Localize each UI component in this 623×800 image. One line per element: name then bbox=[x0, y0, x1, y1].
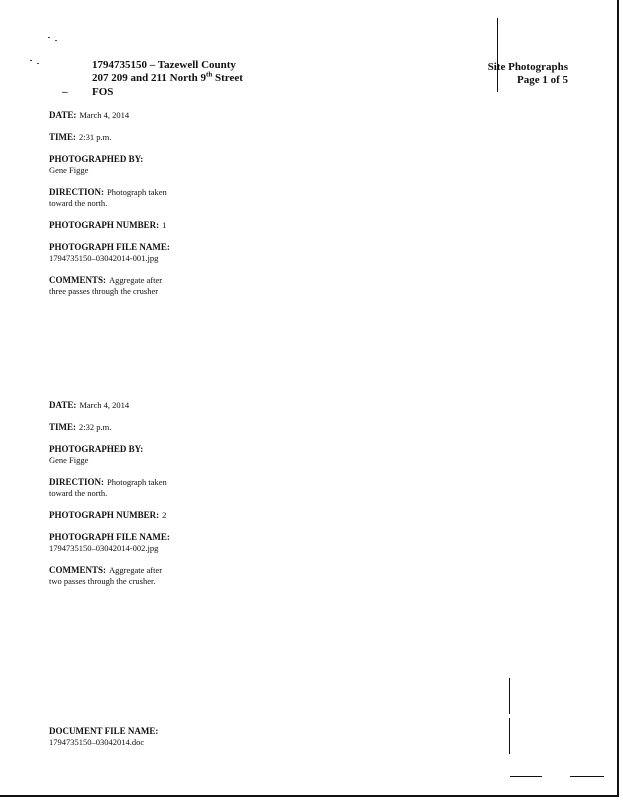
direction-value-line2: toward the north. bbox=[49, 198, 108, 208]
file-name-label: PHOTOGRAPH FILE NAME: bbox=[49, 242, 170, 252]
comments-value-line2: two passes through the crusher. bbox=[49, 576, 156, 586]
document-file-label: DOCUMENT FILE NAME: bbox=[49, 726, 159, 736]
fos-dash: – bbox=[62, 86, 68, 98]
direction-field bbox=[49, 187, 269, 209]
direction-label: DIRECTION: bbox=[49, 477, 105, 487]
time-value: 2:31 p.m. bbox=[79, 132, 112, 142]
scan-line bbox=[497, 18, 498, 92]
comments-field bbox=[49, 275, 269, 297]
time-label: TIME: bbox=[49, 422, 76, 432]
fos-label: FOS bbox=[92, 86, 114, 98]
page-border-right bbox=[617, 0, 619, 795]
document-file-field bbox=[49, 726, 269, 748]
photo-entry-1 bbox=[49, 110, 269, 308]
address-line bbox=[92, 72, 243, 85]
document-file-block bbox=[49, 726, 269, 759]
address-text: 207 209 and 211 North 9 bbox=[92, 72, 206, 84]
scan-speck bbox=[37, 63, 39, 64]
time-field bbox=[49, 132, 269, 143]
photo-entry-2 bbox=[49, 400, 269, 598]
page-number: Page 1 of 5 bbox=[516, 74, 568, 86]
project-line: 1794735150 – Tazewell County bbox=[92, 59, 236, 71]
photo-number-value: 2 bbox=[162, 510, 167, 520]
scan-speck bbox=[48, 37, 50, 38]
comments-label: COMMENTS: bbox=[49, 565, 106, 575]
file-name-field bbox=[49, 242, 269, 264]
direction-label: DIRECTION: bbox=[49, 187, 105, 197]
scan-line bbox=[509, 718, 510, 754]
document-file-value: 1794735150–03042014.doc bbox=[49, 737, 145, 747]
comments-value-line2: three passes through the crusher bbox=[49, 286, 159, 296]
scan-line bbox=[510, 776, 542, 777]
scan-line bbox=[570, 776, 604, 777]
date-value: March 4, 2014 bbox=[79, 110, 130, 120]
photo-number-value: 1 bbox=[162, 220, 167, 230]
scan-speck bbox=[30, 60, 32, 61]
photo-number-field bbox=[49, 510, 269, 521]
time-label: TIME: bbox=[49, 132, 76, 142]
date-label: DATE: bbox=[49, 400, 77, 410]
file-name-label: PHOTOGRAPH FILE NAME: bbox=[49, 532, 170, 542]
photographer-value: Gene Figge bbox=[49, 165, 89, 175]
address-suffix: Street bbox=[212, 72, 243, 84]
photo-number-label: PHOTOGRAPH NUMBER: bbox=[49, 220, 160, 230]
direction-field bbox=[49, 477, 269, 499]
comments-field bbox=[49, 565, 269, 587]
scan-speck bbox=[55, 40, 57, 41]
date-field bbox=[49, 400, 269, 411]
photo-number-label: PHOTOGRAPH NUMBER: bbox=[49, 510, 160, 520]
direction-value-line2: toward the north. bbox=[49, 488, 108, 498]
scan-line bbox=[509, 678, 510, 714]
comments-value-line1: Aggregate after bbox=[109, 565, 163, 575]
page-border-bottom bbox=[0, 795, 619, 797]
direction-value-line1: Photograph taken bbox=[107, 187, 167, 197]
date-field bbox=[49, 110, 269, 121]
file-name-value: 1794735150–03042014-001.jpg bbox=[49, 253, 159, 263]
photographer-value: Gene Figge bbox=[49, 455, 89, 465]
photo-number-field bbox=[49, 220, 269, 231]
file-name-field bbox=[49, 532, 269, 554]
photographer-label: PHOTOGRAPHED BY: bbox=[49, 154, 144, 164]
direction-value-line1: Photograph taken bbox=[107, 477, 167, 487]
time-field bbox=[49, 422, 269, 433]
date-label: DATE: bbox=[49, 110, 77, 120]
doc-title: Site Photographs bbox=[487, 61, 568, 73]
file-name-value: 1794735150–03042014-002.jpg bbox=[49, 543, 159, 553]
time-value: 2:32 p.m. bbox=[79, 422, 112, 432]
comments-value-line1: Aggregate after bbox=[109, 275, 163, 285]
photographer-field bbox=[49, 154, 269, 176]
photographer-label: PHOTOGRAPHED BY: bbox=[49, 444, 144, 454]
comments-label: COMMENTS: bbox=[49, 275, 106, 285]
date-value: March 4, 2014 bbox=[79, 400, 130, 410]
photographer-field bbox=[49, 444, 269, 466]
address-superscript: th bbox=[206, 70, 213, 79]
